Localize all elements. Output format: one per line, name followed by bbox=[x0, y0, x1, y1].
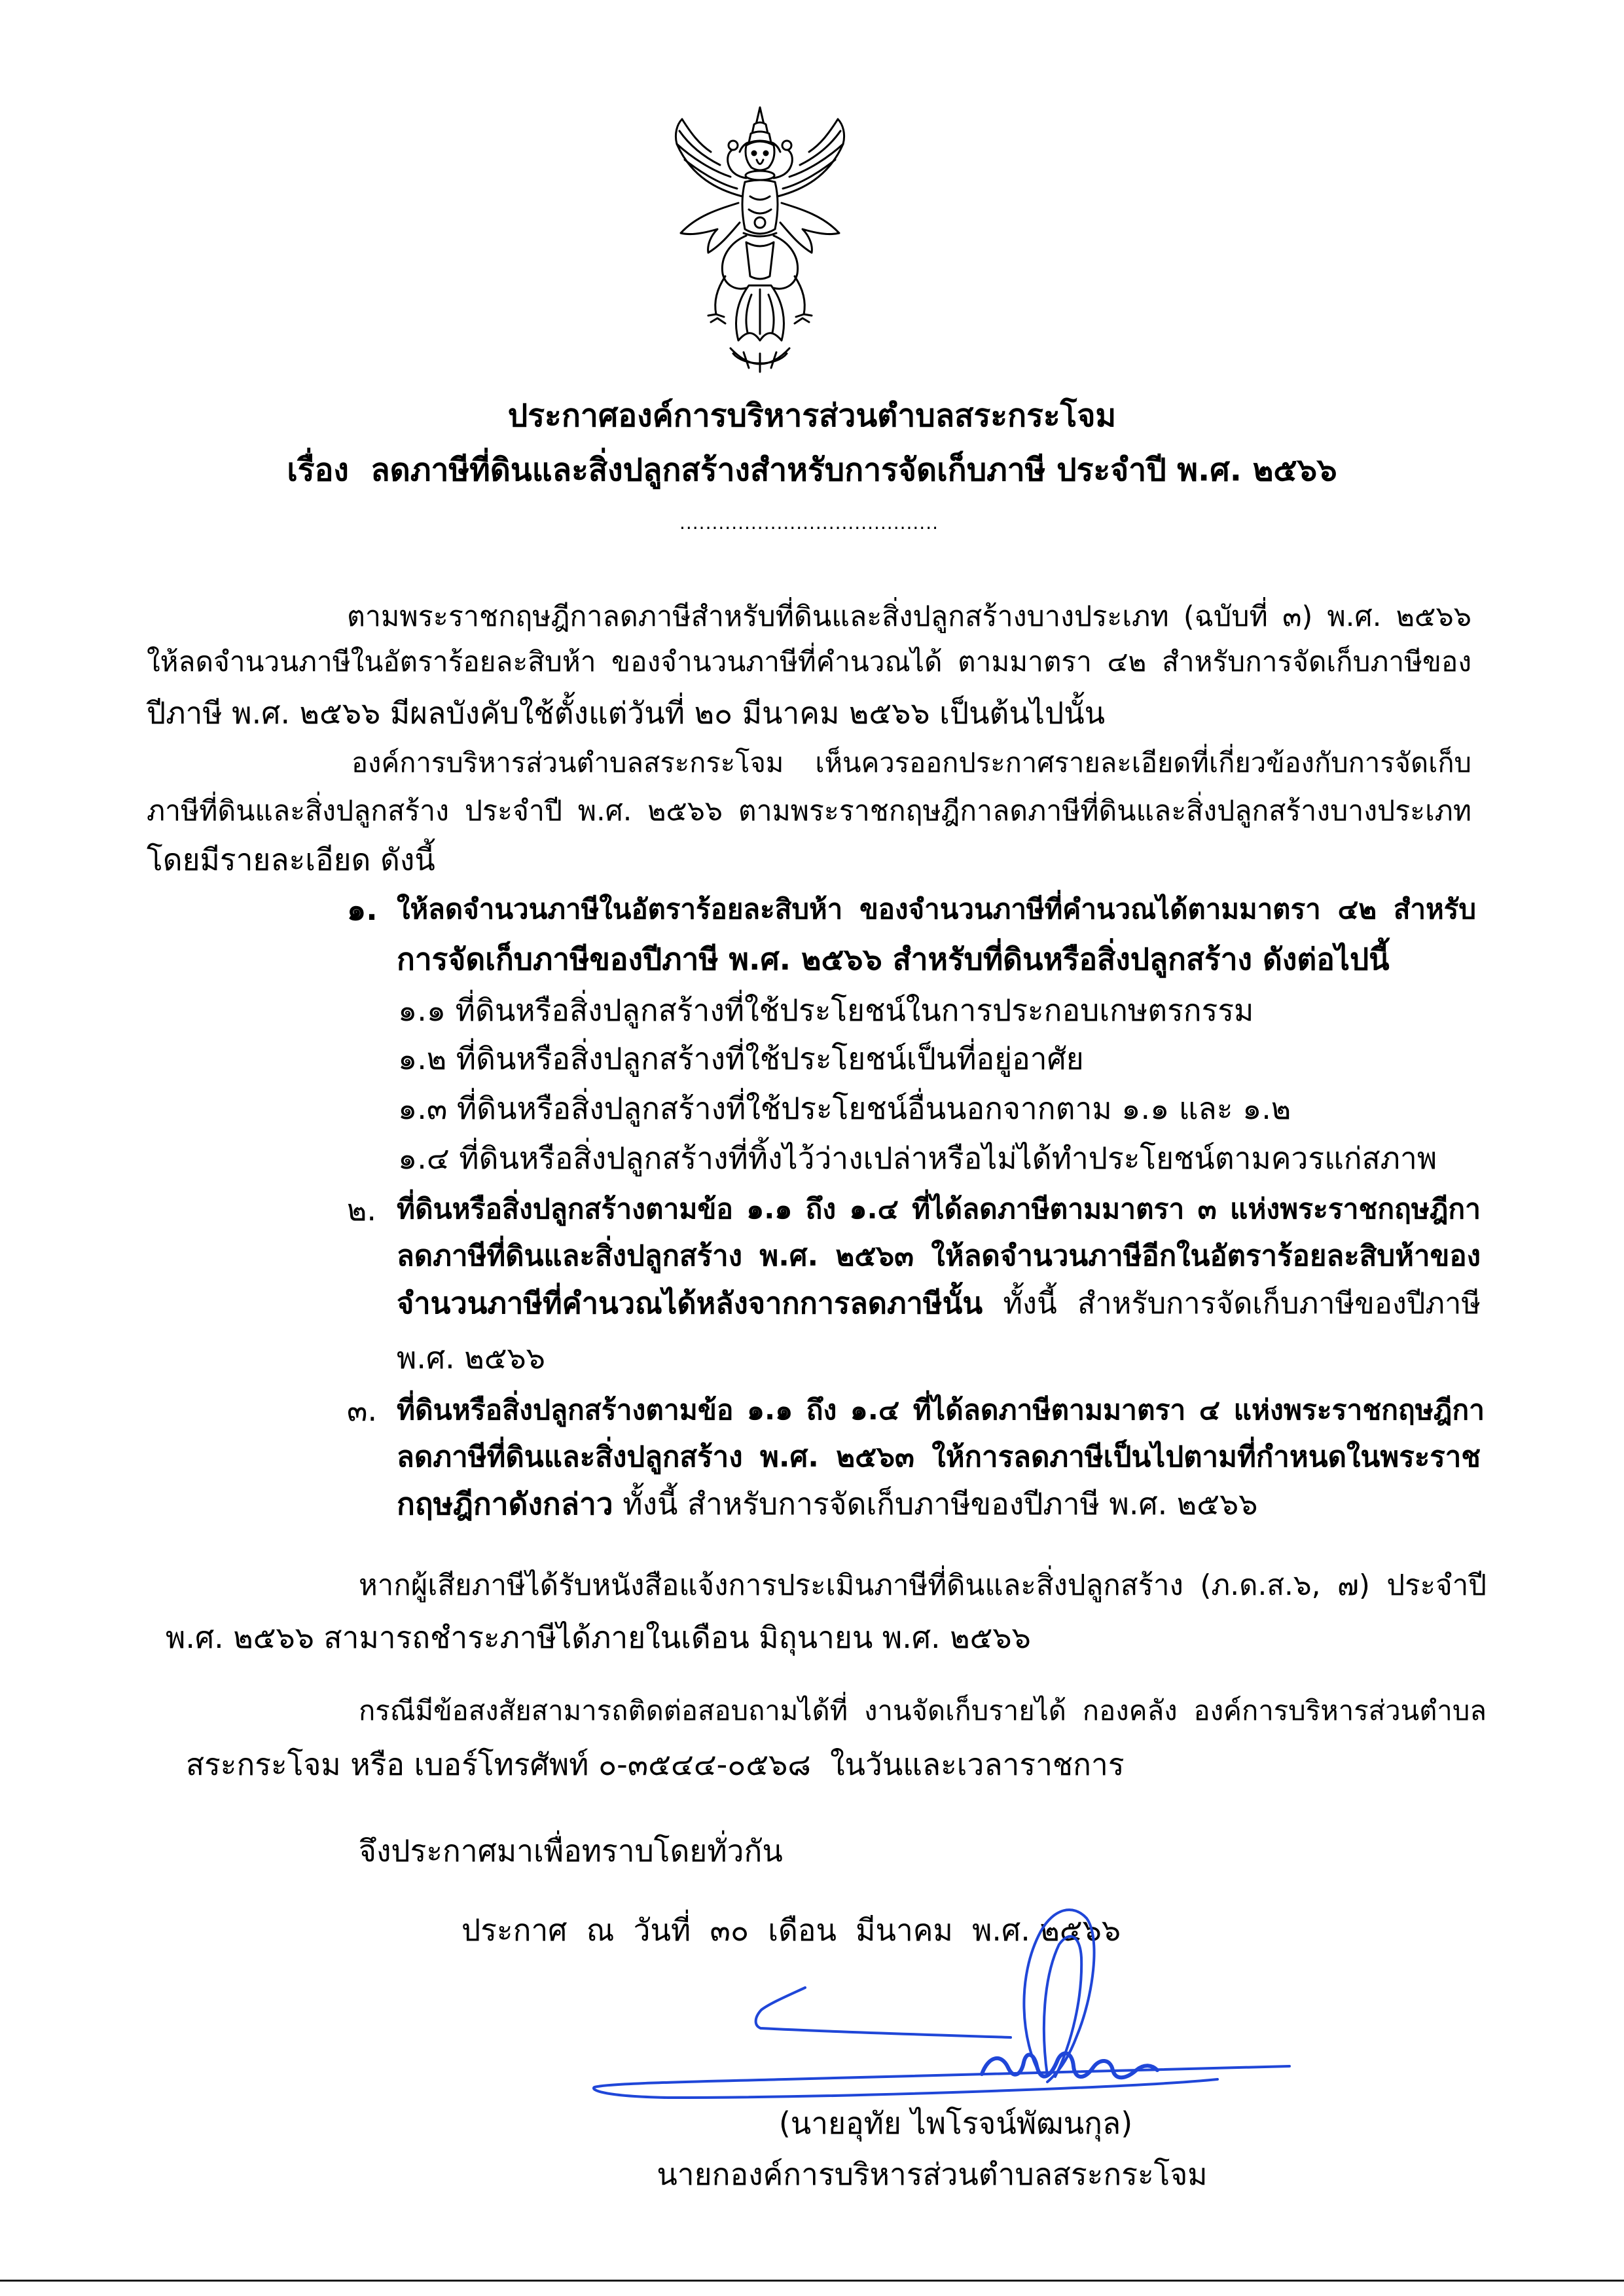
item-line-normal: ทั้งนี้ สำหรับการจัดเก็บภาษีของปีภาษี bbox=[983, 1286, 1481, 1321]
subitem-line: ๑.๒ ที่ดินหรือสิ่งปลูกสร้างที่ใช้ประโยชน์เป็นที่อยู่อาศัย bbox=[398, 1041, 1084, 1076]
bottom-rule bbox=[0, 2280, 1624, 2282]
signatory-position: นายกองค์การบริหารส่วนตำบลสระกระโจม bbox=[657, 2157, 1208, 2192]
announcement-title: ประกาศองค์การบริหารส่วนตำบลสระกระโจม bbox=[507, 397, 1117, 434]
preamble-line: ปีภาษี พ.ศ. ๒๕๖๖ มีผลบังคับใช้ตั้งแต่วันที่ ๒๐ มีนาคม ๒๕๖๖ เป็นต้นไปนั้น bbox=[147, 695, 1106, 731]
garuda-emblem-icon bbox=[665, 105, 855, 380]
subject-line: เรื่อง ลดภาษีที่ดินและสิ่งปลูกสร้างสำหรับการจัดเก็บภาษี ประจำปี พ.ศ. ๒๕๖๖ bbox=[287, 452, 1337, 488]
contact-line: กรณีมีข้อสงสัยสามารถติดต่อสอบถามได้ที่ งานจัดเก็บรายได้ กองคลัง องค์การบริหารส่วนตำบล bbox=[359, 1694, 1487, 1726]
date-line: ประกาศ ณ วันที่ ๓๐ เดือน มีนาคม พ.ศ. ๒๕๖๖ bbox=[461, 1912, 1121, 1948]
payment-line: พ.ศ. ๒๕๖๖ สามารถชำระภาษีได้ภายในเดือน มิถุนายน พ.ศ. ๒๕๖๖ bbox=[166, 1620, 1031, 1655]
item-number: ๓. bbox=[347, 1393, 378, 1428]
preamble-line: ให้ลดจำนวนภาษีในอัตราร้อยละสิบห้า ของจำนวนภาษีที่คำนวณได้ ตามมาตรา ๔๒ สำหรับการจัดเก็บภาษีของ bbox=[147, 646, 1471, 678]
signature bbox=[589, 1899, 1303, 2108]
item-line-normal: ทั้งนี้ สำหรับการจัดเก็บภาษีของปีภาษี พ.ศ. ๒๕๖๖ bbox=[613, 1486, 1258, 1522]
item-line: ที่ดินหรือสิ่งปลูกสร้างตามข้อ ๑.๑ ถึง ๑.๔ ที่ได้ลดภาษีตามมาตรา ๓ แห่งพระราชกฤษฎีกา bbox=[397, 1194, 1481, 1226]
closing-line: จึงประกาศมาเพื่อทราบโดยทั่วกัน bbox=[359, 1833, 783, 1868]
item-line-bold: กฤษฎีกาดังกล่าว bbox=[397, 1486, 613, 1522]
subitem-line: ๑.๑ ที่ดินหรือสิ่งปลูกสร้างที่ใช้ประโยชน์ในการประกอบเกษตรกรรม bbox=[398, 993, 1254, 1028]
item-line bbox=[397, 1283, 1481, 1324]
intro-line: โดยมีรายละเอียด ดังนี้ bbox=[147, 842, 435, 877]
item-line: ให้ลดจำนวนภาษีในอัตราร้อยละสิบห้า ของจำนวนภาษีที่คำนวณได้ตามมาตรา ๔๒ สำหรับ bbox=[397, 893, 1476, 925]
item-line: พ.ศ. ๒๕๖๖ bbox=[397, 1340, 545, 1376]
item-line: ลดภาษีที่ดินและสิ่งปลูกสร้าง พ.ศ. ๒๕๖๓ ให้ลดจำนวนภาษีอีกในอัตราร้อยละสิบห้าของ bbox=[397, 1239, 1481, 1273]
payment-line: หากผู้เสียภาษีได้รับหนังสือแจ้งการประเมินภาษีที่ดินและสิ่งปลูกสร้าง (ภ.ด.ส.๖, ๗) ประจำปี bbox=[359, 1569, 1487, 1602]
item-line: ที่ดินหรือสิ่งปลูกสร้างตามข้อ ๑.๑ ถึง ๑.๔ ที่ได้ลดภาษีตามมาตรา ๔ แห่งพระราชกฤษฎีกา bbox=[397, 1394, 1485, 1427]
item-line bbox=[397, 1483, 1481, 1525]
item-line: ลดภาษีที่ดินและสิ่งปลูกสร้าง พ.ศ. ๒๕๖๓ ให้การลดภาษีเป็นไปตามที่กำหนดในพระราช bbox=[397, 1440, 1481, 1474]
intro-line: ภาษีที่ดินและสิ่งปลูกสร้าง ประจำปี พ.ศ. ๒๕๖๖ ตามพระราชกฤษฎีกาลดภาษีที่ดินและสิ่งปลูกสร้างบางประเภท bbox=[147, 795, 1471, 828]
subitem-line: ๑.๔ ที่ดินหรือสิ่งปลูกสร้างที่ทิ้งไว้ว่างเปล่าหรือไม่ได้ทำประโยชน์ตามควรแก่สภาพ bbox=[398, 1140, 1437, 1176]
item-line: การจัดเก็บภาษีของปีภาษี พ.ศ. ๒๕๖๖ สำหรับที่ดินหรือสิ่งปลูกสร้าง ดังต่อไปนี้ bbox=[397, 941, 1390, 977]
item-number: ๑. bbox=[347, 892, 378, 927]
preamble-line: ตามพระราชกฤษฎีกาลดภาษีสำหรับที่ดินและสิ่งปลูกสร้างบางประเภท (ฉบับที่ ๓) พ.ศ. ๒๕๖๖ bbox=[347, 600, 1471, 633]
title-separator: ........................................ bbox=[679, 512, 939, 534]
item-number: ๒. bbox=[347, 1192, 376, 1228]
subitem-line: ๑.๓ ที่ดินหรือสิ่งปลูกสร้างที่ใช้ประโยชน์อื่นนอกจากตาม ๑.๑ และ ๑.๒ bbox=[398, 1091, 1291, 1126]
signatory-name: (นายอุทัย ไพโรจน์พัฒนกุล) bbox=[778, 2105, 1133, 2141]
contact-line: สระกระโจม หรือ เบอร์โทรศัพท์ ๐-๓๕๔๔-๐๕๖๘ ในวันและเวลาราชการ bbox=[186, 1747, 1125, 1782]
intro-line: องค์การบริหารส่วนตำบลสระกระโจม เห็นควรออกประกาศรายละเอียดที่เกี่ยวข้องกับการจัดเก็บ bbox=[352, 746, 1471, 778]
item-line-bold: จำนวนภาษีที่คำนวณได้หลังจากการลดภาษีนั้น bbox=[397, 1286, 983, 1321]
